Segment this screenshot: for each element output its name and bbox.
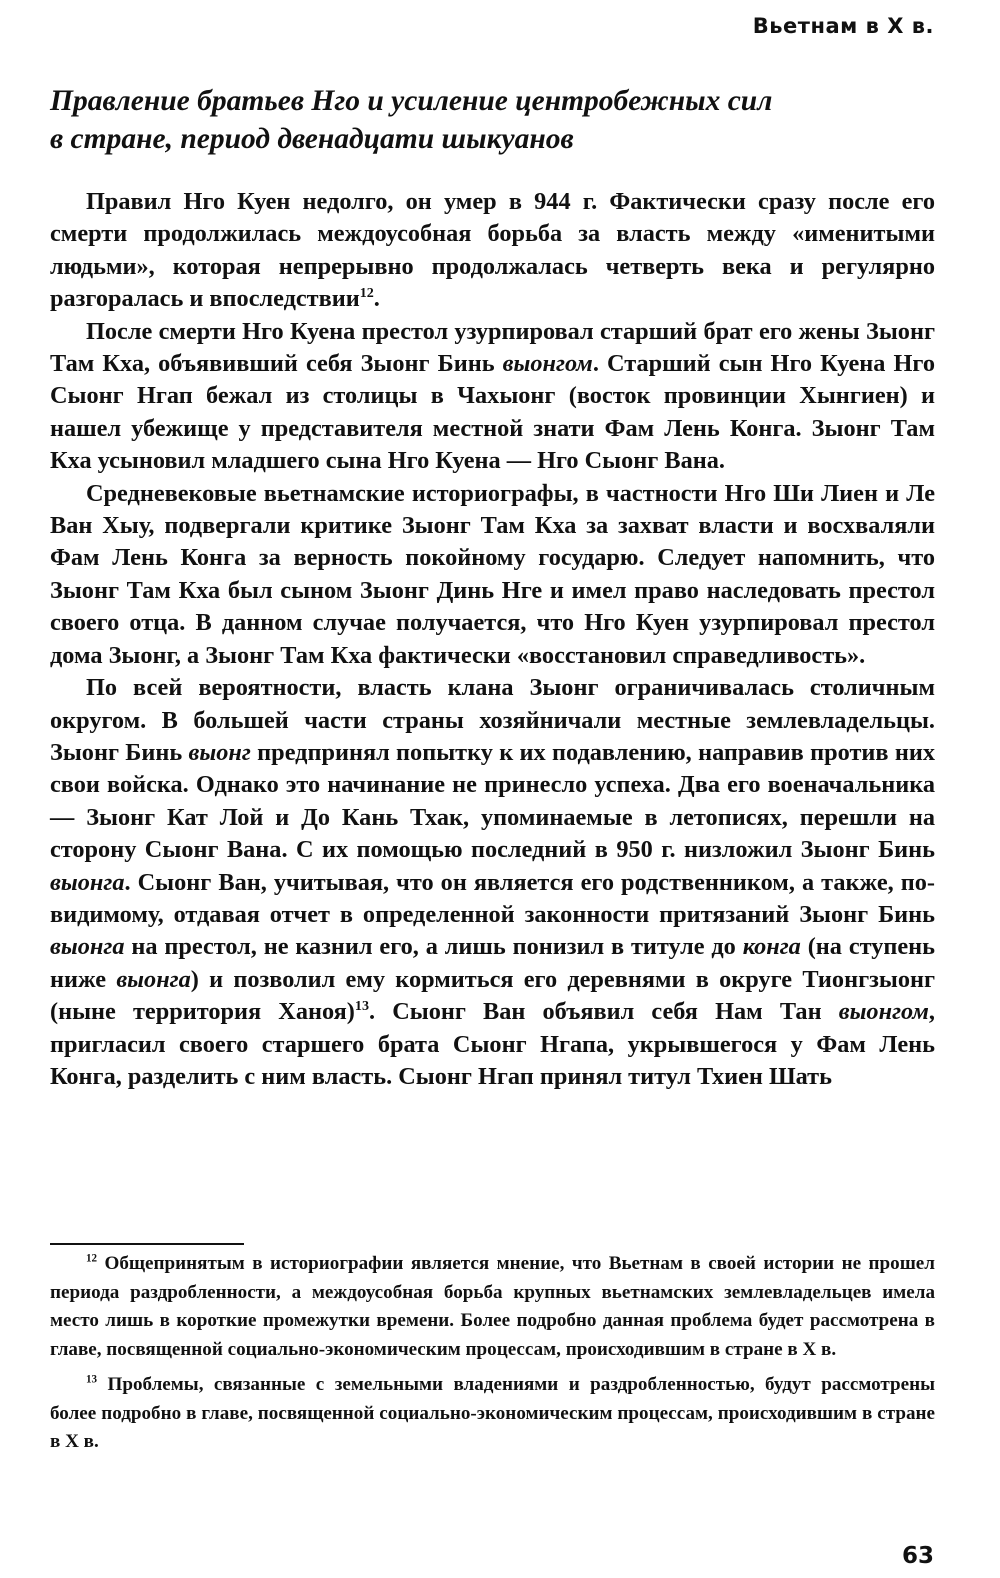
footnote-12 <box>50 1250 935 1364</box>
section-heading <box>50 82 940 158</box>
footnote-text: Проблемы, связанные с земельными владениями и раздробленностью, будут рассмотрены более подробно в главе, посвященной социально-экономическим процессам, происходившим в стране в X в. <box>50 1374 935 1452</box>
footnotes <box>50 1250 935 1464</box>
running-head: Вьетнам в X в. <box>752 14 934 38</box>
footnote-divider <box>50 1243 244 1245</box>
paragraph-2: После смерти Нго Куена престол узурпировал старший брат его жены Зыонг Там Кха, объявивший себя Зыонг Бинь выонгом. Старший сын Нго Куена Нго Сыонг Нгап бежал из столицы в Чахыонг (восток провинции Хынгиен) и нашел убежище у представителя местной знати Фам Лень Конга. Зыонг Там Кха усыновил младшего сына Нго Куена — Нго Сыонг Вана. <box>50 317 935 475</box>
footnote-ref-12[interactable]: 12 <box>359 285 374 302</box>
section-heading-line-2: в стране, период двенадцати шыкуанов <box>50 123 574 155</box>
paragraph-3: Средневековые вьетнамские историографы, в частности Нго Ши Лиен и Ле Ван Хыу, подвергали критике Зыонг Там Кха за захват власти и восхваляли Фам Лень Конга за верность покойному государю. Следует напомнить, что Зыонг Там Кха был сыном Зыонг Динь Нге и имел право наследовать престол своего отца. В данном случае получается, что Нго Куен узурпировал престол дома Зыонг, а Зыонг Там Кха фактически «восстановил справедливость». <box>50 479 935 669</box>
footnote-number: 12 <box>86 1252 98 1265</box>
paragraph-1: Правил Нго Куен недолго, он умер в 944 г. Фактически сразу после его смерти продолжилась междоусобная борьба за власть между «именитыми людьми», которая непрерывно продолжалась четверть века и регулярно разгоралась и впоследствии$^{12}$. <box>50 188 935 313</box>
section-heading-line-1: Правление братьев Нго и усиление центробежных сил <box>50 85 773 117</box>
footnote-13 <box>50 1371 935 1457</box>
footnote-number: 13 <box>86 1373 98 1386</box>
paragraph-4: По всей вероятности, власть клана Зыонг ограничивалась столичным округом. В большей части страны хозяйничали местные землевладельцы. Зыонг Бинь выонг предпринял попытку к их подавлению, направив против них свои войска. Однако это начинание не принесло успеха. Два его военачальника — Зыонг Кат Лой и До Кань Тхак, упоминаемые в летописях, перешли на сторону Сыонг Вана. С их помощью последний в 950 г. низложил Зыонг Бинь выонга. Сыонг Ван, учитывая, что он является его родственником, а также, по-видимому, отдавая отчет в определенной законности притязаний Зыонг Бинь выонга на престол, не казнил его, а лишь понизил в титуле до конга (на ступень ниже выонга) и позволил ему кормиться его деревнями в округе Тионгзыонг (ныне территория Ханоя)$^{13}$. Сыонг Ван объявил себя Нам Тан выонгом, пригласил своего старшего брата Сыонг Нгапа, укрывшегося у Фам Лень Конга, разделить с ним власть. Сыонг Нгап принял титул Тхиен Шать <box>50 674 936 1090</box>
footnote-text: Общепринятым в историографии является мнение, что Вьетнам в своей истории не прошел периода раздробленности, а междоусобная борьба крупных вьетнамских землевладельцев имела место лишь в короткие промежутки времени. Более подробно данная проблема будет рассмотрена в главе, посвященной социально-экономическим процессам, происходившим в стране в X в. <box>50 1253 935 1360</box>
page-number: 63 <box>901 1543 934 1569</box>
main-text <box>50 186 935 1093</box>
footnote-ref-13[interactable]: 13 <box>354 998 369 1015</box>
